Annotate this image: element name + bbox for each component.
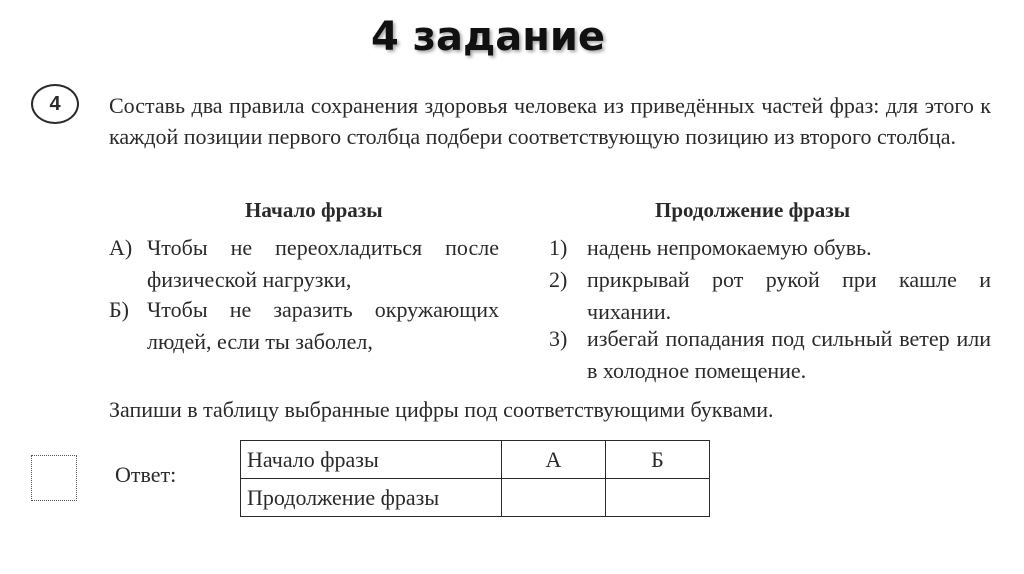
left-column-header: Начало фразы xyxy=(245,198,383,222)
slide-title: 4 задание xyxy=(370,14,606,60)
right-item-2 xyxy=(549,264,991,328)
item-marker: 1) xyxy=(549,235,568,260)
answer-cell-b[interactable] xyxy=(606,479,710,517)
answer-table xyxy=(240,440,710,517)
record-instruction: Запиши в таблицу выбранные цифры под соответствующими буквами. xyxy=(109,397,774,422)
table-cell-letter-a: А xyxy=(502,441,606,479)
item-text: прикрывай рот рукой при кашле и чихании. xyxy=(587,267,991,324)
item-marker: 2) xyxy=(549,267,568,292)
item-text: избегай попадания под сильный ветер или в холодное помещение. xyxy=(587,326,991,383)
item-marker: 3) xyxy=(549,326,568,351)
right-item-1 xyxy=(549,232,991,264)
item-marker: А) xyxy=(109,235,133,260)
answer-score-box xyxy=(31,455,77,501)
answer-label: Ответ: xyxy=(115,462,177,487)
left-item-b xyxy=(109,294,499,358)
task-number-badge: 4 xyxy=(31,84,79,124)
right-item-3 xyxy=(549,323,991,387)
right-column-header: Продолжение фразы xyxy=(655,198,851,222)
item-text: Чтобы не заразить окружающих людей, если ты заболел, xyxy=(147,297,499,354)
table-cell-letter-b: Б xyxy=(606,441,710,479)
table-row-header: Продолжение фразы xyxy=(241,479,502,517)
table-row xyxy=(241,479,710,517)
answer-cell-a[interactable] xyxy=(502,479,606,517)
item-text: надень непромокаемую обувь. xyxy=(587,235,872,260)
item-text: Чтобы не переохладиться после физической нагрузки, xyxy=(147,235,499,292)
task-instruction: Составь два правила сохранения здоровья человека из приведённых частей фраз: для этого к каждой позиции первого столбца подбери соответствующую позицию из второго столбца. xyxy=(109,93,991,149)
item-marker: Б) xyxy=(109,297,129,322)
table-row-header: Начало фразы xyxy=(241,441,502,479)
left-item-a xyxy=(109,232,499,296)
table-row xyxy=(241,441,710,479)
